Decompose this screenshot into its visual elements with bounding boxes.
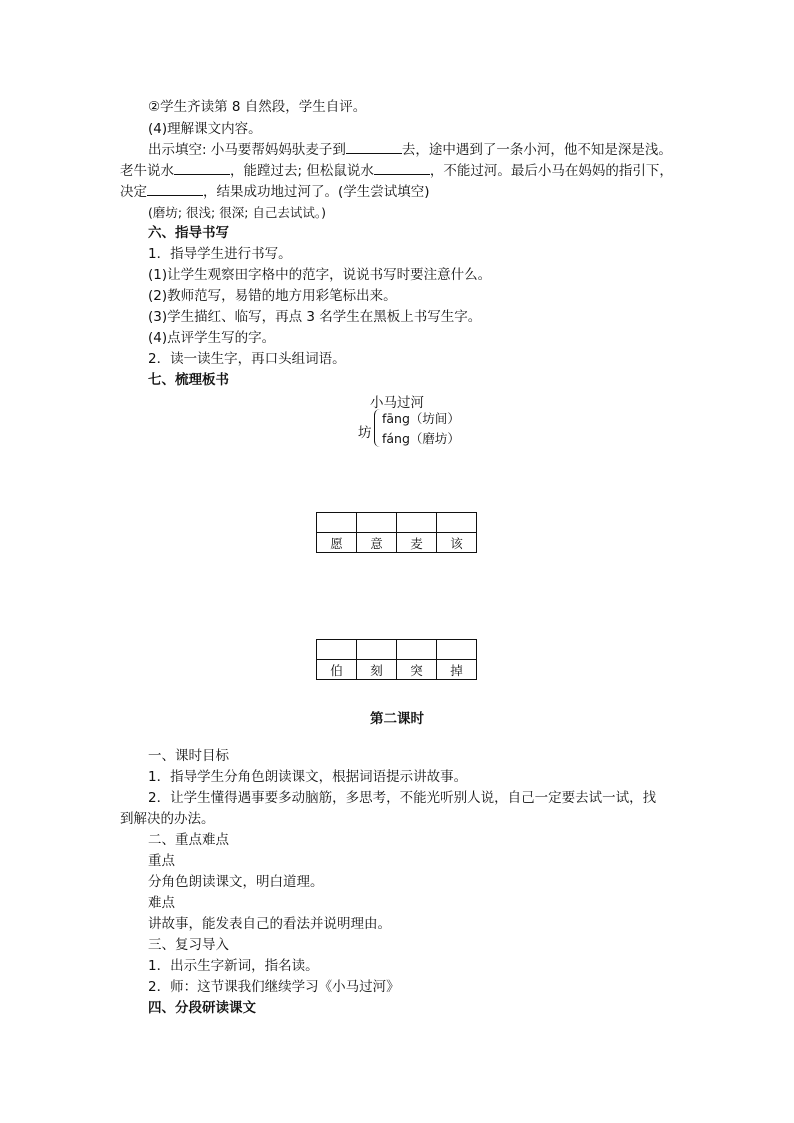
label-difficulty: 难点 <box>148 895 175 911</box>
fill-text: ，结果成功地过河了。(学生尝试填空) <box>203 184 430 200</box>
grid-cell <box>397 640 437 660</box>
blank <box>374 162 430 175</box>
grid-cell <box>317 513 357 533</box>
grid-cell <box>357 640 397 660</box>
fill-text: 老牛说水 <box>120 163 174 179</box>
fill-text: 出示填空: 小马要帮妈妈驮麦子到 <box>148 142 346 158</box>
board-reading: fáng（磨坊） <box>382 431 460 446</box>
grid-cell: 伯 <box>317 660 357 680</box>
list-item: (4)点评学生写的字。 <box>148 330 276 346</box>
grid-cell <box>437 513 477 533</box>
grid-cell: 刻 <box>357 660 397 680</box>
board-character: 坊 <box>358 425 372 441</box>
heading-key-points: 二、重点难点 <box>148 832 229 848</box>
grid-cell: 该 <box>437 533 477 553</box>
fill-text: 去，途中遇到了一条小河，他不知是深是浅。 <box>401 142 672 158</box>
line-self-review: ②学生齐读第 8 自然段，学生自评。 <box>148 99 367 115</box>
list-item: 2．让学生懂得遇事要多动脑筋，多思考，不能光听别人说，自己一定要去试一试，找 <box>148 790 657 806</box>
fill-text: ，不能过河。最后小马在妈妈的指引下， <box>429 163 673 179</box>
fill-blank-line-2 <box>120 162 673 180</box>
character-grid <box>316 639 477 680</box>
blank <box>147 183 203 196</box>
heading-review: 三、复习导入 <box>148 937 229 953</box>
fill-text: 决定 <box>120 184 147 200</box>
line-understand: (4)理解课文内容。 <box>148 121 262 137</box>
label-key: 重点 <box>148 853 175 869</box>
list-item: (3)学生描红、临写，再点 3 名学生在黑板上书写生字。 <box>148 309 482 325</box>
fill-blank-line-1 <box>148 141 672 159</box>
fill-blank-line-3 <box>120 183 430 201</box>
list-item: (2)教师范写，易错的地方用彩笔标出来。 <box>148 288 397 304</box>
grid-cell: 麦 <box>397 533 437 553</box>
grid-cell <box>397 513 437 533</box>
list-item: 1．指导学生分角色朗读课文，根据词语提示讲故事。 <box>148 769 468 785</box>
grid-cell: 意 <box>357 533 397 553</box>
grid-cell <box>437 640 477 660</box>
heading-goals: 一、课时目标 <box>148 748 229 764</box>
list-item: 2．师：这节课我们继续学习《小马过河》 <box>148 979 400 995</box>
grid-cell: 掉 <box>437 660 477 680</box>
difficulty-text: 讲故事，能发表自己的看法并说明理由。 <box>148 916 391 932</box>
grid-cell: 突 <box>397 660 437 680</box>
blank <box>174 162 230 175</box>
list-item: 到解决的办法。 <box>120 811 215 827</box>
section-title: 第二课时 <box>370 711 424 727</box>
character-grid <box>316 512 477 553</box>
heading-board-summary: 七、梳理板书 <box>148 372 229 388</box>
key-text: 分角色朗读课文，明白道理。 <box>148 874 324 890</box>
grid-cell <box>357 513 397 533</box>
board-title: 小马过河 <box>370 395 424 411</box>
list-item: 2．读一读生字，再口头组词语。 <box>148 351 346 367</box>
heading-writing-guide: 六、指导书写 <box>148 225 229 241</box>
list-item: 1．指导学生进行书写。 <box>148 246 292 262</box>
board-reading: fāng（坊间） <box>382 411 460 426</box>
list-item: 1．出示生字新词，指名读。 <box>148 958 319 974</box>
grid-cell <box>317 640 357 660</box>
blank <box>346 141 402 154</box>
grid-cell: 愿 <box>317 533 357 553</box>
fill-text: ，能蹚过去; 但松鼠说水 <box>230 163 374 179</box>
answer-line: (磨坊; 很浅; 很深; 自己去试试。) <box>148 205 327 220</box>
brace-icon <box>374 409 381 447</box>
list-item: (1)让学生观察田字格中的范字，说说书写时要注意什么。 <box>148 267 492 283</box>
heading-reading: 四、分段研读课文 <box>148 1000 256 1016</box>
